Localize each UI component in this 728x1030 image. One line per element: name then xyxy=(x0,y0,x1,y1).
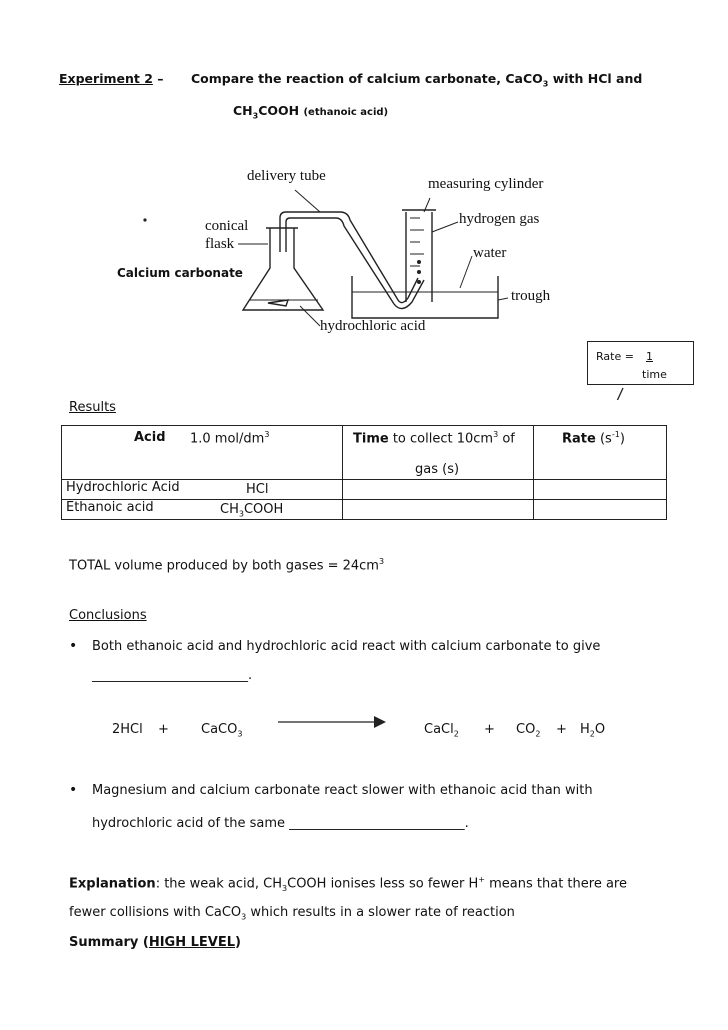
label-conical: conical xyxy=(205,218,249,234)
table-row xyxy=(62,480,667,500)
eq-co2-sub: 2 xyxy=(535,729,541,739)
header-time-line1 xyxy=(353,430,515,446)
eq-caco3-sub: 3 xyxy=(237,729,243,739)
header-rate-text: (s xyxy=(599,431,612,447)
row-formula-b: COOH xyxy=(243,502,284,517)
eq-caco3 xyxy=(201,722,242,739)
explanation-text-c: means that there are xyxy=(484,876,627,892)
header-time-of: of xyxy=(502,431,515,447)
label-hydrochloric-acid: hydrochloric acid xyxy=(320,318,426,334)
summary-label: Summary xyxy=(69,935,139,950)
explanation-sub: 3 xyxy=(282,883,288,893)
gas-bubble xyxy=(417,280,421,284)
explanation-line-2 xyxy=(69,905,515,922)
total-text: TOTAL volume produced by both gases = 24cm xyxy=(69,558,379,574)
rate-arrow-line xyxy=(612,388,623,400)
conical-flask-shape xyxy=(243,228,323,310)
experiment-label: Experiment 2 xyxy=(59,71,153,86)
table-header-row xyxy=(62,426,667,480)
gas-bubble xyxy=(417,270,421,274)
results-table xyxy=(61,425,667,520)
eq-cacl2-a: CaCl xyxy=(424,722,454,737)
eq-2hcl: 2HCl xyxy=(112,722,143,737)
summary-level: HIGH LEVEL xyxy=(148,935,236,950)
header-rate xyxy=(562,430,625,446)
eq-caco3-a: CaCO xyxy=(201,722,238,737)
bullet-icon: • xyxy=(69,782,78,798)
conclusion-1-blank[interactable]: ________________________. xyxy=(92,668,253,683)
label-water: water xyxy=(473,245,507,261)
row-acid-formula xyxy=(220,502,283,519)
explanation-text-a: : the weak acid, CH xyxy=(155,876,283,892)
eq-cacl2-sub: 2 xyxy=(453,729,459,739)
conclusions-heading: Conclusions xyxy=(69,608,147,623)
conclusion-2-line-1: Magnesium and calcium carbonate react slower with ethanoic acid than with xyxy=(92,783,593,798)
pointer-water xyxy=(460,256,472,288)
header-rate-sup: -1 xyxy=(611,430,620,439)
results-heading: Results xyxy=(69,400,116,415)
apparatus-diagram xyxy=(0,0,728,400)
row-formula-a: HCl xyxy=(246,482,269,497)
label-delivery-tube: delivery tube xyxy=(247,168,326,184)
eq-cacl2 xyxy=(424,722,459,739)
row-acid-cell xyxy=(62,500,343,520)
label-calcium-carbonate: Calcium carbonate xyxy=(117,266,243,280)
header-time-bold: Time xyxy=(353,431,389,447)
pointer-hydrochloric xyxy=(300,306,320,326)
header-acid: Acid xyxy=(134,430,166,445)
label-trough: trough xyxy=(511,288,551,304)
eq-plus: + xyxy=(158,722,169,737)
title-text-b: with HCl and xyxy=(552,71,643,86)
explanation-line2-b: which results in a slower rate of reaction xyxy=(246,905,515,920)
explanation-label: Explanation xyxy=(69,876,156,892)
eq-h2o xyxy=(580,722,605,739)
eq-plus: + xyxy=(556,722,567,737)
label-measuring-cylinder: measuring cylinder xyxy=(428,176,544,192)
bullet-icon: • xyxy=(69,638,78,654)
title2-c: (ethanoic acid) xyxy=(303,107,389,118)
row-acid-cell xyxy=(62,480,343,500)
rate-numerator: 1 xyxy=(646,350,653,363)
gas-bubble xyxy=(417,260,421,264)
pointer-trough xyxy=(498,298,508,300)
explanation-line2-a: fewer collisions with CaCO xyxy=(69,905,242,920)
conclusion-1-text: Both ethanoic acid and hydrochloric acid react with calcium carbonate to give xyxy=(92,639,601,654)
total-sup: 3 xyxy=(378,557,385,566)
title-text-a: Compare the reaction of calcium carbonate, CaCO xyxy=(191,71,543,86)
summary-close: ) xyxy=(235,935,241,950)
header-time-cell xyxy=(343,426,534,480)
row-time-input[interactable] xyxy=(343,480,534,500)
title2-a: CH xyxy=(233,103,253,118)
summary-open: ( xyxy=(138,935,149,950)
total-volume-line xyxy=(69,557,384,573)
explanation-sup: + xyxy=(478,875,485,884)
pointer-delivery xyxy=(295,190,320,212)
row-formula-sub: 3 xyxy=(238,509,244,519)
header-rate-cell xyxy=(534,426,667,480)
rate-formula-box xyxy=(587,341,694,385)
delivery-tube-path-inner xyxy=(286,218,424,309)
header-rate-bold: Rate xyxy=(562,431,596,447)
title-sub: 3 xyxy=(542,79,549,89)
eq-arrow-icon xyxy=(278,714,388,730)
header-conc-sup: 3 xyxy=(264,430,270,439)
rate-label: Rate = xyxy=(596,350,634,363)
pointer-hydrogen xyxy=(432,222,458,232)
cylinder-graduations xyxy=(410,218,424,266)
header-acid-cell xyxy=(62,426,343,480)
row-formula-a: CH xyxy=(220,502,239,517)
header-time-sup: 3 xyxy=(493,430,499,439)
eq-plus: + xyxy=(484,722,495,737)
rate-denominator: time xyxy=(642,368,667,381)
row-acid-formula xyxy=(246,482,268,499)
label-hydrogen-gas: hydrogen gas xyxy=(459,211,540,227)
title2-b: COOH xyxy=(258,103,300,118)
eq-co2 xyxy=(516,722,540,739)
row-acid-name: Ethanoic acid xyxy=(66,500,154,515)
trough-shape xyxy=(352,276,498,318)
header-conc-text: 1.0 mol/dm xyxy=(190,431,265,447)
calcium-carbonate-chips xyxy=(268,300,288,306)
summary-heading xyxy=(69,935,241,950)
delivery-tube-path xyxy=(280,212,418,303)
eq-h2o-sub: 2 xyxy=(589,729,595,739)
eq-co2-a: CO xyxy=(516,722,536,737)
header-conc xyxy=(190,430,269,446)
header-time-text: to collect 10cm xyxy=(392,431,494,447)
explanation-line2-sub: 3 xyxy=(241,912,247,922)
table-row xyxy=(62,500,667,520)
explanation-line-1 xyxy=(69,875,627,893)
conclusion-2-line-2[interactable]: hydrochloric acid of the same ___________________________. xyxy=(92,816,469,831)
title-dash: – xyxy=(157,71,164,86)
header-time-line2: gas (s) xyxy=(415,462,460,477)
row-rate-input[interactable] xyxy=(534,480,667,500)
header-rate-close: ) xyxy=(619,431,625,447)
row-rate-input[interactable] xyxy=(534,500,667,520)
stray-dot xyxy=(143,218,146,221)
eq-h2o-b: O xyxy=(594,722,606,737)
label-flask: flask xyxy=(205,236,235,252)
row-acid-name: Hydrochloric Acid xyxy=(66,480,180,495)
row-time-input[interactable] xyxy=(343,500,534,520)
eq-h2o-a: H xyxy=(580,722,590,737)
explanation-text-b: COOH ionises less so fewer H xyxy=(287,876,479,892)
title2-sub: 3 xyxy=(252,111,259,121)
